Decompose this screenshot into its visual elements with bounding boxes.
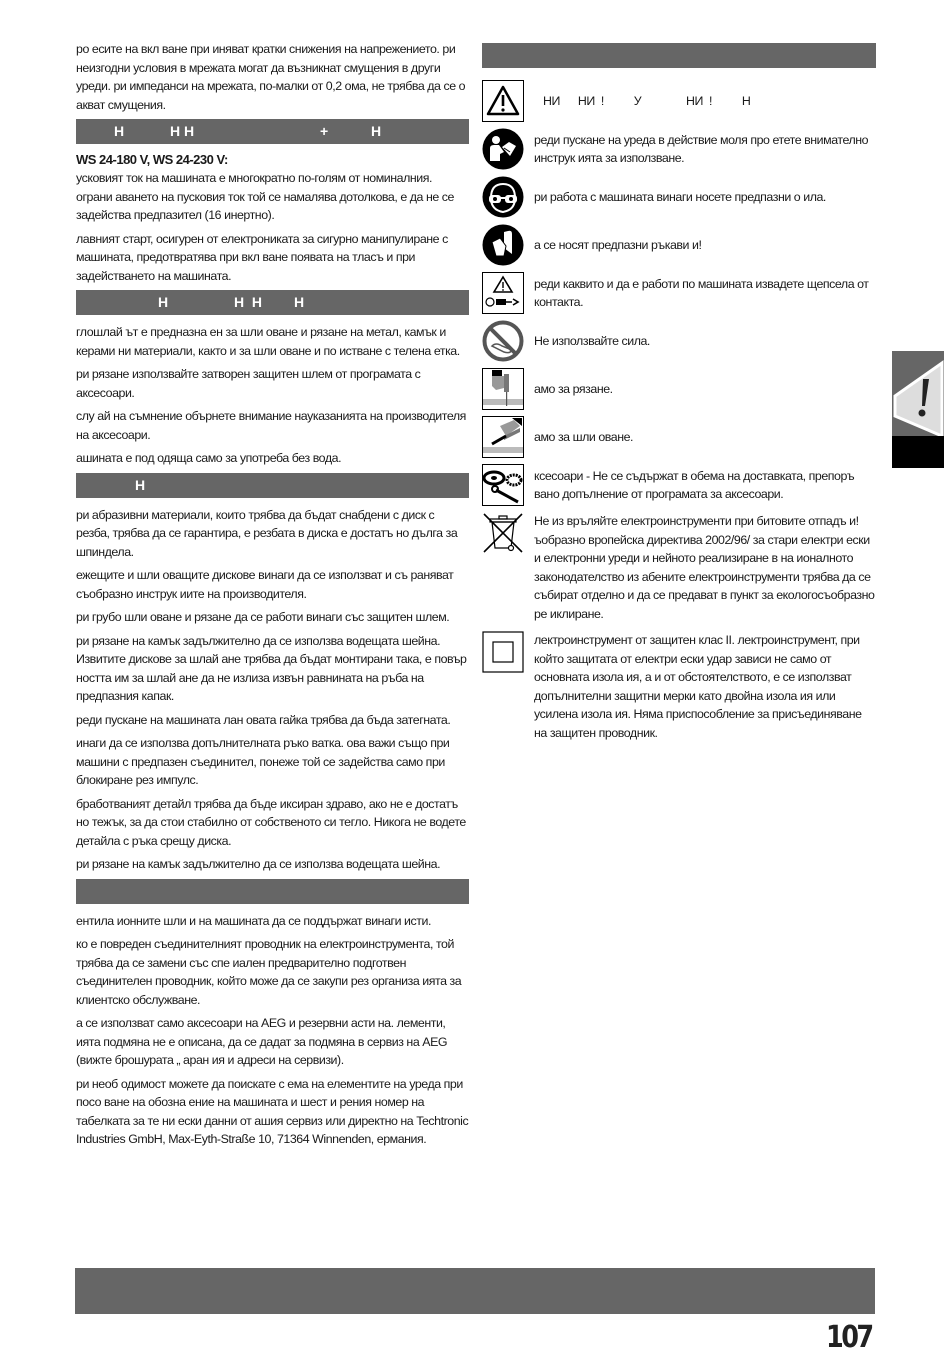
symbol-row <box>482 631 876 742</box>
symbol-text: амо за рязане. <box>534 381 613 396</box>
symbol-row <box>482 128 876 170</box>
symbol-text: Не използвайте сила. <box>534 333 650 348</box>
warning-triangle-icon <box>482 80 524 122</box>
symbol-text: ри работа с машината винаги носете предпазни о ила. <box>534 189 826 204</box>
heading-fragment: Н <box>371 123 382 139</box>
weee-bin-icon <box>482 512 524 554</box>
symbol-row <box>482 224 876 266</box>
page-number: 107 <box>826 1320 872 1355</box>
symbol-text: Не из връляйте електроинструменти при битовите отпадъ и! ъобразно вропейска директива 2002/96/ за стари електри ески и електронни уреди и нейното реализиране в на ионалното законодателство из абените електроинструменти трябва да се събират отделно и да се предават в пункт за екологосъобразно ре иклиране. <box>534 514 875 621</box>
symbol-row <box>482 512 876 623</box>
symbol-text: реди пускане на уреда в действие моля про етете внимателно инструк ията за използване. <box>534 132 869 165</box>
symbol-text: реди каквито и да е работи по машината извадете щепсела от контакта. <box>534 276 869 309</box>
left-column <box>76 40 469 1154</box>
paragraph: ри необ одимост можете да поискате с ема на елементите на уреда при посо ване на обозна ение на машината и шест и рения номер на табелката за те ни ески данни от ашия сервиз или директно на Techtronic Industries GmbH, Max-Eyth-Straße 10, 71364 Winnenden, ермания. <box>76 1076 469 1146</box>
heading-fragment: Н <box>135 476 146 493</box>
paragraph: ри рязане използвайте затворен защитен шлем от програмата с аксесоари. <box>76 367 421 400</box>
paragraph: а се използват само аксесоари на AEG и резервни асти на. лементи, ията подмяна не е описана, да се дадат за подмяна в сервиз на AEG (вижте брошурата „ аран ия и адреси на сервизи). <box>76 1016 448 1067</box>
right-column <box>482 40 876 748</box>
symbols-heading-bar <box>482 43 876 68</box>
unplug-warning-icon <box>482 272 524 314</box>
paragraph: ежещите и шли оващите дискове винаги да се използват и съ раняват съобразно инструк иите на производителя. <box>76 568 454 601</box>
paragraph: ашината е под одяща само за употреба без вода. <box>76 451 342 465</box>
paragraph: бработваният детайл трябва да бъде иксиран здраво, ако не е достатъ но тежък, за да стои стабилно от собственото си тегло. Никога не водете детайла с ръка срещу диска. <box>76 796 466 848</box>
symbol-row <box>482 368 876 410</box>
paragraph: ри рязане на камък задължително да се използва водещата шейна. <box>76 857 441 871</box>
paragraph: ри рязане на камък задължително да се използва водещата шейна. Извитите дискове за шлай ане трябва да бъдат монтирани така, е повър ността им за шлай ане да не излиза извън равнината на ръба на предпазния капак. <box>76 633 467 703</box>
paragraph: ко е повреден съединителният проводник на електроинструмента, той трябва да се замени със спе иален предварително подготвен съединителен проводник, който може да се закупи рез организа ията за клиентско обслужване. <box>76 937 462 1007</box>
footer-bar <box>75 1268 875 1314</box>
symbol-text: НИ НИ ! У НИ ! Н <box>534 93 751 108</box>
model-line: WS 24-180 V, WS 24-230 V: <box>76 152 228 167</box>
cutting-only-icon <box>482 368 524 410</box>
side-tab-warning <box>892 351 944 468</box>
eye-protection-icon <box>482 176 524 218</box>
paragraph: ри грубо шли оване и рязане да се работи винаги със защитен шлем. <box>76 610 450 624</box>
section-heading-bar-4 <box>76 879 469 904</box>
heading-fragment: Н <box>158 294 169 310</box>
symbol-row <box>482 464 876 506</box>
accessories-icon <box>482 464 524 506</box>
symbol-row <box>482 416 876 458</box>
symbol-text: а се носят предпазни ръкави и! <box>534 237 702 252</box>
paragraph: слу ай на съмнение обърнете внимание науказанията на производителя на аксесоари. <box>76 409 466 442</box>
gloves-icon <box>482 224 524 266</box>
symbol-row <box>482 80 876 122</box>
symbol-row <box>482 176 876 218</box>
intro-paragraph: ро есите на вкл ване при иняват кратки снижения на напрежението. ри неизгодни условия в мрежата могат да възникнат смущения в други уреди. ри импеданси на мрежата, по-малки от 0,2 ома, не трябва да се о акват смущения. <box>76 42 466 112</box>
class-ii-icon <box>482 631 524 673</box>
section-heading-bar-1 <box>76 119 469 144</box>
section-heading-bar-2 <box>76 290 469 315</box>
heading-fragment: Н <box>114 123 125 139</box>
no-force-icon <box>482 320 524 362</box>
paragraph: глошлай ът е предназна ен за шли оване и рязане на метал, камък и керами ни материали, както и за шли оване и по истване с телена етка. <box>76 325 460 358</box>
paragraph: усковият ток на машината е многократно по-голям от номиналния. ограни аването на пусковия ток той се намалява дотолкова, е да не се задейства предпазител (16 инертно). <box>76 171 454 222</box>
paragraph: лавният старт, осигурен от електрониката за сигурно манипулиране с машината, предотвратява при вкл ване появата на тласъ и при задействането на машината. <box>76 231 448 283</box>
symbol-text: амо за шли оване. <box>534 429 634 444</box>
paragraph: реди пускане на машината лан овата гайка трябва да бъда затегната. <box>76 712 451 727</box>
paragraph: инаги да се използва допълнителната ръко ватка. ова важи също при машини с предпазен съединител, понеже той се задейства само при блокиране рез импулс. <box>76 736 450 787</box>
symbol-row <box>482 272 876 314</box>
section-heading-bar-3 <box>76 473 469 498</box>
symbol-row <box>482 320 876 362</box>
grinding-only-icon <box>482 416 524 458</box>
heading-fragment: Н <box>294 294 305 310</box>
symbol-text: лектроинструмент от защитен клас II. лектроинструмент, при който защитата от електри ески удар зависи не само от основната изола ия, а и от обстоятелството, е се използват допълнителни защитни мерки като двойна изола ия или усилена изола ия. Няма приспособление за присъединяване на защитен проводник. <box>534 633 862 740</box>
heading-fragment: + <box>320 123 329 139</box>
heading-fragment: Н Н <box>170 123 195 139</box>
paragraph: ри абразивни материали, които трябва да бъдат снабдени с диск с резба, трябва да се гарантира, е резбата в диска е достатъ но дълга за шпиндела. <box>76 507 458 559</box>
heading-fragment: Н Н <box>234 294 262 310</box>
read-manual-icon <box>482 128 524 170</box>
symbol-text: ксесоари - Не се съдържат в обема на доставката, препоръ вано допълнение от програмата за аксесоари. <box>534 468 855 501</box>
warning-exclamation-icon <box>892 351 944 468</box>
paragraph: ентила ионните шли и на машината да се поддържат винаги исти. <box>76 913 431 928</box>
